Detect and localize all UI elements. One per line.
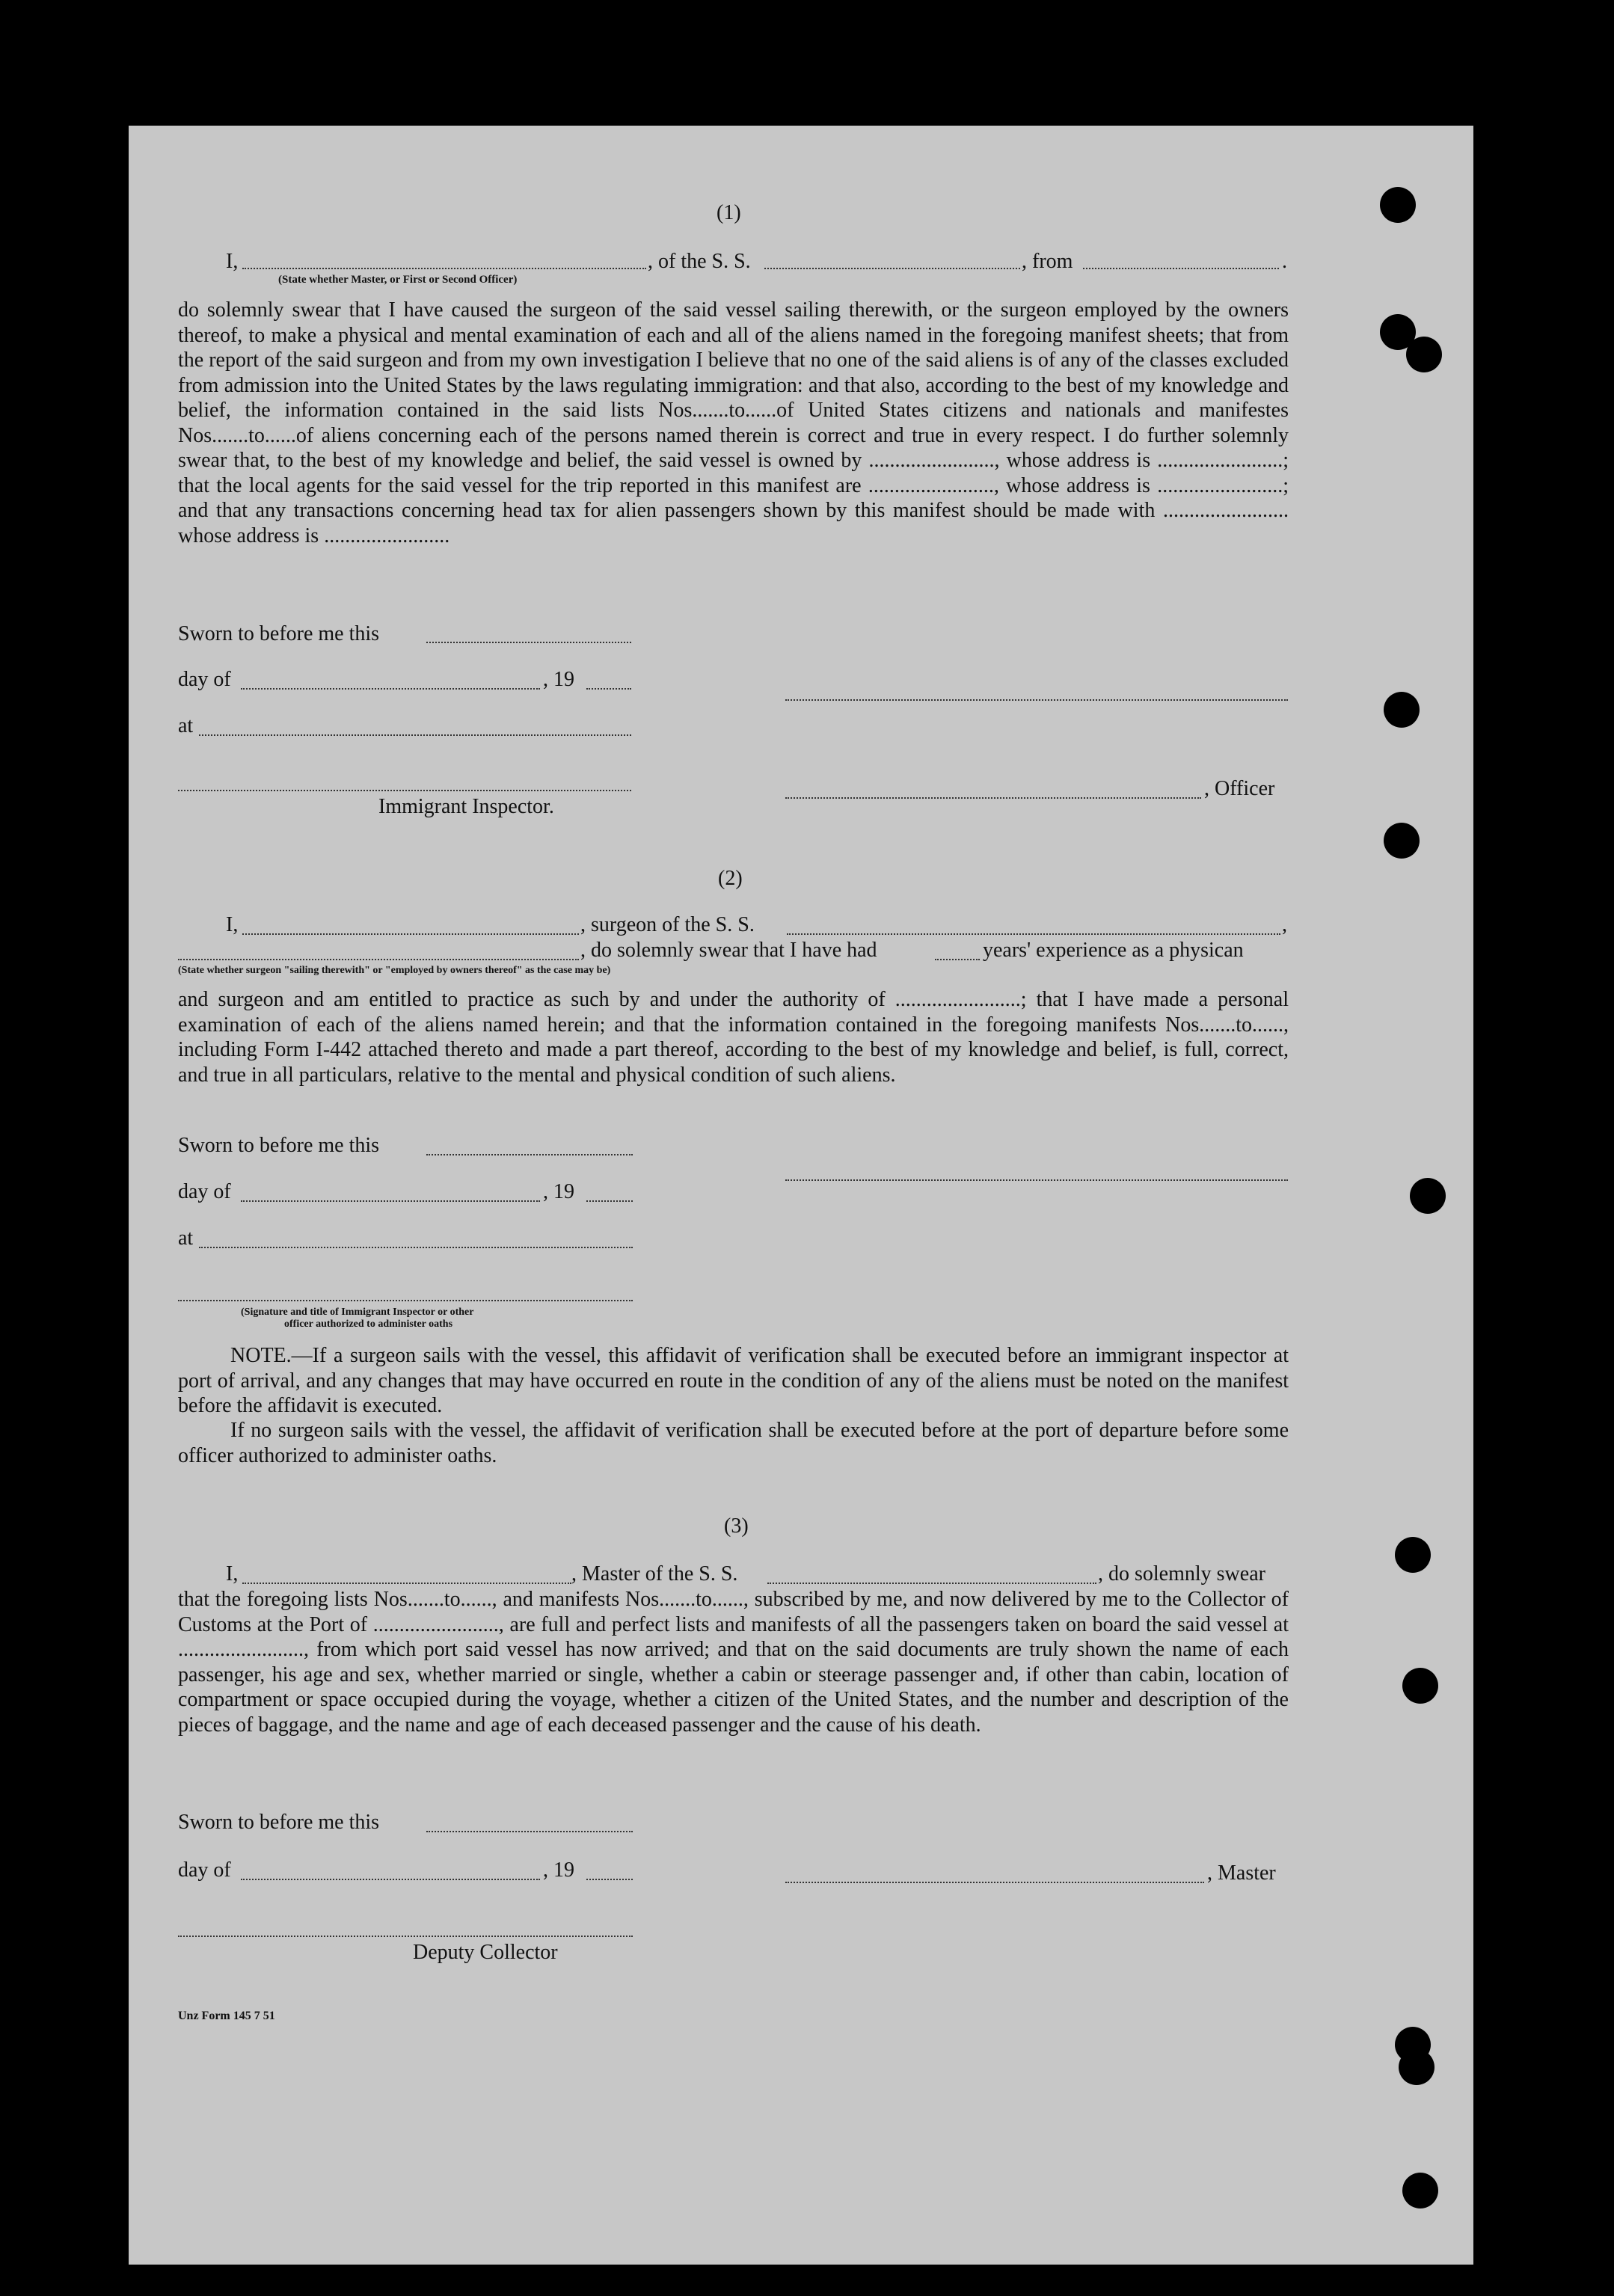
section-1-i-label: I, [226, 250, 239, 273]
section-1-sworn-label: Sworn to before me this [178, 622, 380, 645]
immigrant-inspector-label: Immigrant Inspector. [378, 795, 554, 818]
years-experience-field[interactable] [935, 959, 980, 960]
from-label: , from [1022, 250, 1073, 273]
punch-hole-icon [1406, 337, 1442, 372]
section-2-day-of-label: day of [178, 1180, 231, 1203]
officer-rank-field[interactable] [242, 268, 646, 269]
deputy-collector-label: Deputy Collector [413, 1941, 558, 1964]
section-1-year-field[interactable] [586, 688, 631, 690]
section-2-sworn-label: Sworn to before me this [178, 1134, 380, 1157]
master-name-field[interactable] [242, 1583, 571, 1584]
punch-hole-icon [1395, 1537, 1431, 1573]
section-1-at-label: at [178, 714, 194, 737]
punch-hole-icon [1402, 1668, 1438, 1704]
years-experience-label: years' experience as a physican [983, 939, 1244, 962]
section-1-year-label: , 19 [543, 668, 574, 691]
section-1-day-field[interactable] [241, 688, 540, 690]
surgeon-status-note: (State whether surgeon "sailing therewith" or "employed by owners thereof" as the case may be) [178, 965, 611, 976]
signature-title-note-2: officer authorized to administer oaths [284, 1319, 453, 1330]
section-3-year-field[interactable] [586, 1879, 633, 1880]
vessel-name-field[interactable] [764, 268, 1020, 269]
section-3-year-label: , 19 [543, 1858, 574, 1882]
deputy-collector-signature-field[interactable] [178, 1936, 633, 1937]
section-3-day-of-label: day of [178, 1858, 231, 1882]
section-2-comma: , [1282, 913, 1287, 936]
section-1-oath-paragraph: do solemnly swear that I have caused the surgeon of the said vessel sailing therewith, or the surgeon employed by the owners thereof, to make a physical and mental examination of each and all of the aliens named in the foregoing manifest sheets; that from the report of the said surgeon and from my own investigation I believe that no one of the said aliens is of any of the classes excluded from admission into the United States by the laws regulating immigration: and that also, according to the best of my knowledge and belief, the information contained in the said lists Nos.......to......of United States citizens and nationals and manifestes Nos.......to......of aliens concerning each of the persons named therein is correct and true in every respect. I do further solemnly swear that, to the best of my knowledge and belief, the said vessel is owned by ........................, whose address is ........................; that the local agents for the said vessel for the trip reported in this manifest are ........................, whose address is ........................; and that any transactions concerning head tax for alien passengers shown by this manifest should be made with ........................ whose address is ........................ [178, 298, 1289, 547]
no-surgeon-note-paragraph: If no surgeon sails with the vessel, the affidavit of verification shall be executed before at the port of departure before some officer authorized to administer oaths. [178, 1419, 1289, 1467]
section-3-sworn-date-field[interactable] [426, 1831, 633, 1832]
signature-title-note-1: (Signature and title of Immigrant Inspector or other [241, 1307, 474, 1318]
officer-rank-note: (State whether Master, or First or Second Officer) [278, 274, 518, 286]
section-2-year-field[interactable] [586, 1200, 633, 1202]
section-3-i-label: I, [226, 1562, 239, 1586]
punch-hole-icon [1384, 823, 1420, 859]
section-2-oath-paragraph: and surgeon and am entitled to practice as such by and under the authority of ........................; that I have made a personal examination of each of the aliens named herein; and that the information contained in the foregoing manifests Nos.......to......, including Form I-442 attached thereto and made a part thereof, according to the best of my knowledge and belief, is full, correct, and true in all particulars, relative to the mental and physical condition of such aliens. [178, 988, 1289, 1087]
form-number: Unz Form 145 7 51 [178, 2010, 275, 2022]
section-2-surgeon-signature-field[interactable] [785, 1179, 1288, 1181]
master-signature-field[interactable] [785, 1882, 1204, 1883]
section-1-inspector-signature-field[interactable] [178, 790, 631, 791]
section-3-day-field[interactable] [241, 1879, 540, 1880]
surgeon-status-field[interactable] [178, 959, 579, 960]
master-label: , Master [1207, 1861, 1276, 1885]
section-3-oath-paragraph: that the foregoing lists Nos.......to......, and manifests Nos.......to......, subscribed by me, and now delivered by me to the Collector of Customs at the Port of ........................, are full and perfect lists and manifests of all the passengers taken on board the said vessel at ........................, from which port said vessel has now arrived; and that on the said documents are truly shown the name of each passenger, his age and sex, whether married or single, whether a cabin or steerage passenger and, if other than cabin, location of compartment or space occupied during the voyage, whether a citizen of the United States, and the number and description of the pieces of baggage, and the name and age of each deceased passenger and the cause of his death. [178, 1588, 1289, 1737]
surgeon-swear-label: , do solemnly swear that I have had [580, 939, 877, 962]
section-1-at-field[interactable] [199, 734, 631, 736]
surgeon-name-field[interactable] [242, 933, 579, 935]
section-2-year-label: , 19 [543, 1180, 574, 1203]
section-2-number: (2) [718, 867, 743, 890]
section-2-i-label: I, [226, 913, 239, 936]
of-ss-label: , of the S. S. [648, 250, 751, 273]
section-1-period: . [1282, 250, 1287, 273]
from-port-field[interactable] [1083, 268, 1279, 269]
section-2-at-label: at [178, 1227, 194, 1250]
section-1-number: (1) [717, 201, 741, 224]
section-2-sworn-date-field[interactable] [426, 1154, 633, 1155]
surgeon-note-paragraph: NOTE.—If a surgeon sails with the vessel, this affidavit of verification shall be executed before an immigrant inspector at port of arrival, and any changes that may have occurred en route in the condition of any of the aliens must be noted on the manifest before the affidavit is executed. [178, 1344, 1289, 1417]
punch-hole-icon [1410, 1178, 1446, 1214]
section-2-vessel-field[interactable] [787, 933, 1280, 935]
section-2-inspector-signature-field[interactable] [178, 1300, 633, 1301]
section-3-number: (3) [724, 1514, 749, 1538]
punch-hole-icon [1384, 692, 1420, 728]
punch-hole-icon [1380, 187, 1416, 223]
officer-label: , Officer [1204, 777, 1275, 800]
surgeon-of-label: , surgeon of the S. S. [580, 913, 755, 936]
section-3-sworn-label: Sworn to before me this [178, 1811, 380, 1834]
section-3-vessel-field[interactable] [767, 1583, 1096, 1584]
punch-hole-icon [1399, 2049, 1435, 2085]
master-swear-label: , do solemnly swear [1098, 1562, 1265, 1586]
section-1-day-of-label: day of [178, 668, 231, 691]
section-1-officer-signature-field[interactable] [785, 699, 1288, 701]
punch-hole-icon [1402, 2173, 1438, 2208]
section-1-officer-line[interactable] [785, 797, 1201, 799]
master-of-label: , Master of the S. S. [571, 1562, 738, 1586]
section-1-sworn-date-field[interactable] [426, 642, 631, 643]
section-2-day-field[interactable] [241, 1200, 540, 1202]
section-2-at-field[interactable] [199, 1247, 633, 1248]
